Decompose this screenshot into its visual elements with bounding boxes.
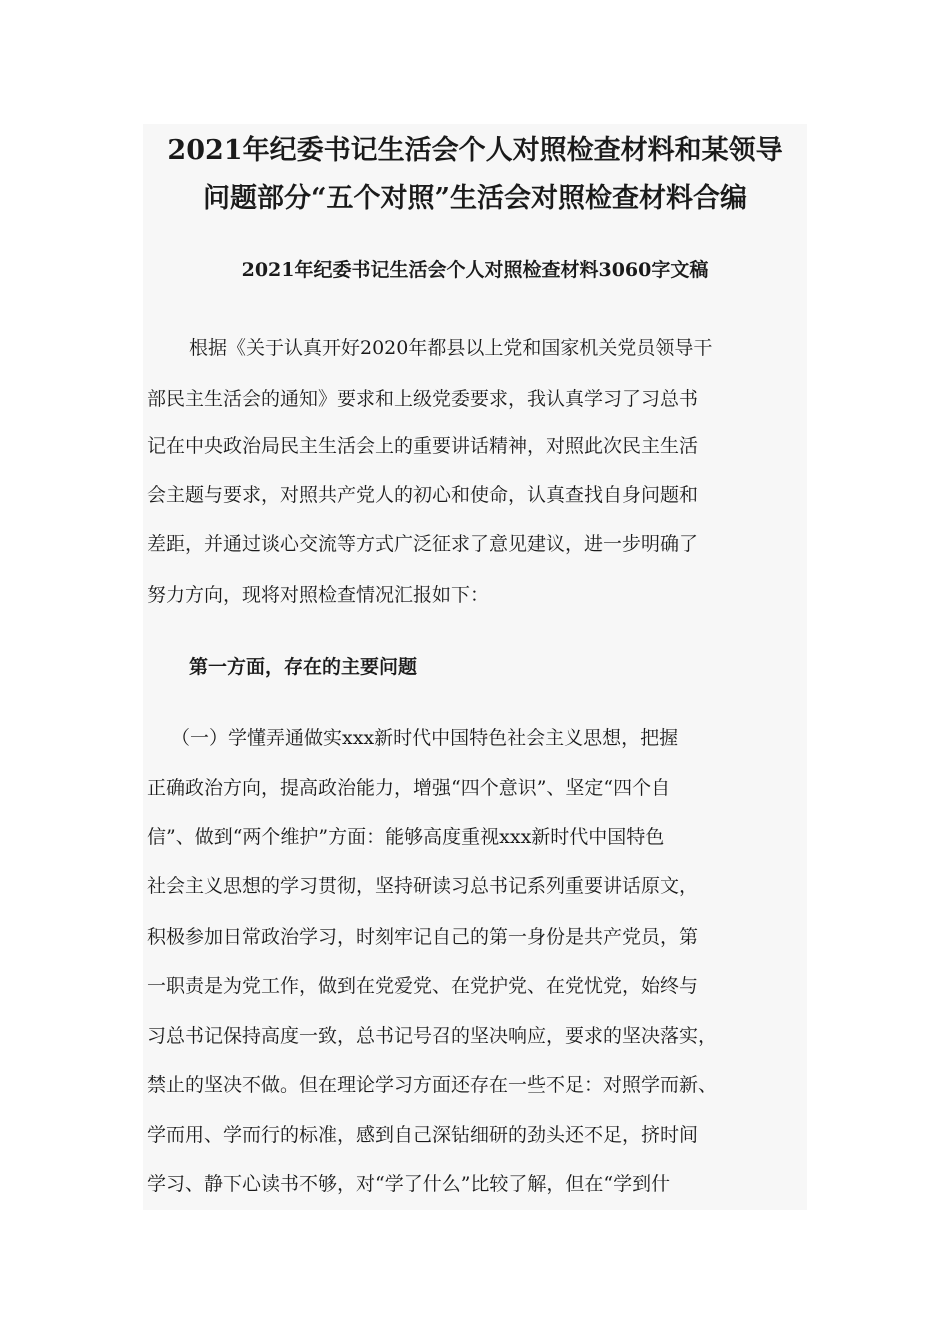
paragraph-2-line: 正确政治方向，提高政治能力，增强“四个意识”、坚定“四个自	[147, 777, 671, 799]
paragraph-1-line: 根据《关于认真开好2020年都县以上党和国家机关党员领导干	[189, 337, 713, 359]
paragraph-2-line: 禁止的坚决不做。但在理论学习方面还存在一些不足：对照学而新、	[147, 1074, 718, 1096]
paragraph-2-line: 习总书记保持高度一致，总书记号召的坚决响应，要求的坚决落实，	[147, 1025, 718, 1047]
paragraph-1-line: 努力方向，现将对照检查情况汇报如下：	[147, 584, 490, 606]
paragraph-2-line: 信”、做到“两个维护”方面：能够高度重视xxx新时代中国特色	[147, 826, 665, 848]
paragraph-2-line: 积极参加日常政治学习，时刻牢记自己的第一身份是共产党员，第	[147, 926, 699, 948]
paragraph-1-line: 记在中央政治局民主生活会上的重要讲话精神，对照此次民主生活	[147, 435, 699, 457]
paragraph-2-line: 学习、静下心读书不够，对“学了什么”比较了解，但在“学到什	[147, 1173, 671, 1195]
paragraph-1-line: 会主题与要求，对照共产党人的初心和使命，认真查找自身问题和	[147, 484, 699, 506]
paragraph-1-line: 部民主生活会的通知》要求和上级党委要求，我认真学习了习总书	[147, 388, 699, 410]
document-title-line-2: 问题部分“五个对照”生活会对照检查材料合编	[202, 183, 748, 214]
document-title-line-1: 2021年纪委书记生活会个人对照检查材料和某领导	[167, 135, 783, 166]
paragraph-2-line: （一）学懂弄通做实xxx新时代中国特色社会主义思想，把握	[171, 727, 679, 749]
section-heading: 第一方面，存在的主要问题	[189, 656, 418, 678]
paragraph-2-line: 社会主义思想的学习贯彻，坚持研读习总书记系列重要讲话原文，	[147, 875, 699, 897]
paragraph-2-line: 一职责是为党工作，做到在党爱党、在党护党、在党忧党，始终与	[147, 975, 699, 997]
paragraph-1-line: 差距，并通过谈心交流等方式广泛征求了意见建议，进一步明确了	[147, 533, 699, 555]
document-subtitle: 2021年纪委书记生活会个人对照检查材料3060字文稿	[241, 259, 709, 281]
document-page	[143, 124, 807, 1210]
paragraph-2-line: 学而用、学而行的标准，感到自己深钻细研的劲头还不足，挤时间	[147, 1124, 699, 1146]
